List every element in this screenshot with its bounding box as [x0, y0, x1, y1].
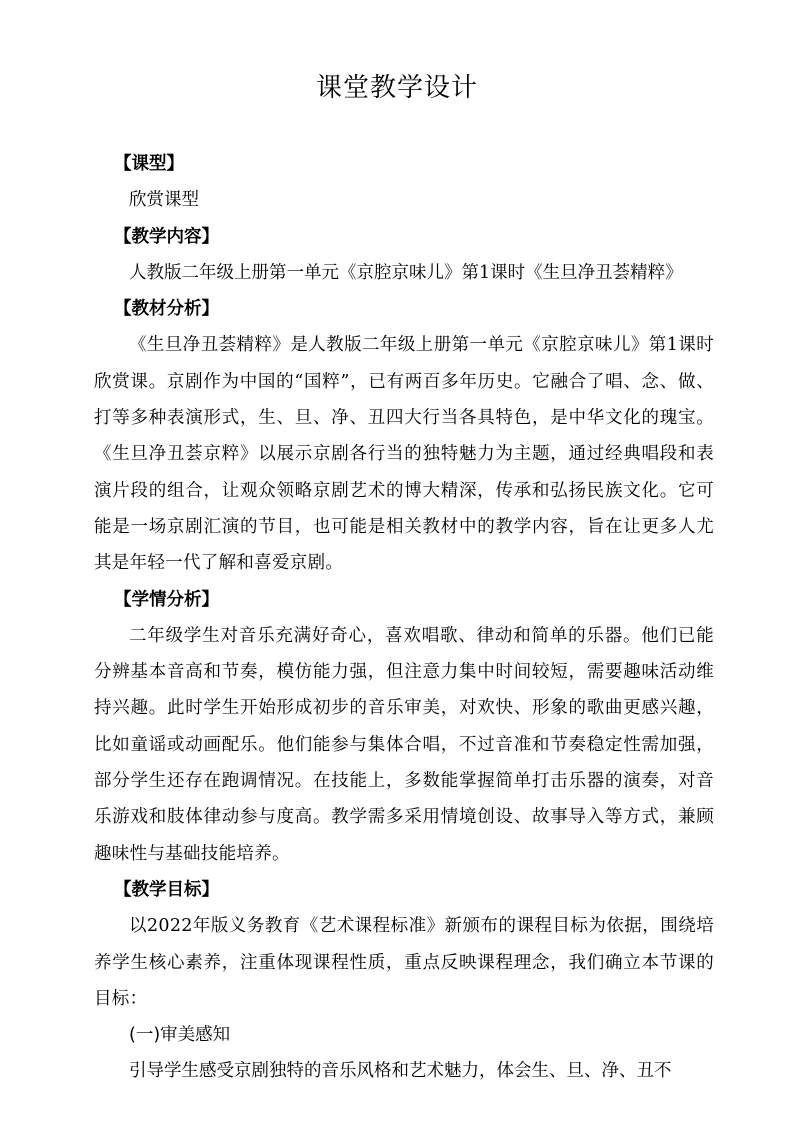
students-paragraph: 二年级学生对音乐充满好奇心，喜欢唱歌、律动和简单的乐器。他们已能分辨基本音高和节奏，模仿能力强，但注意力集中时间较短，需要趣味活动维持兴趣。此时学生开始形成初步的音乐审美，对欢快、形象的歌曲更感兴趣，比如童谣或动画配乐。他们能参与集体合唱，不过音准和节奏稳定性需加强，部分学生还存在跑调情况。在技能上，多数能掌握简单打击乐器的演奏，对音乐游戏和肢体律动参与度高。教学需多采用情境创设、故事导入等方式，兼顾趣味性与基础技能培养。 — [94, 625, 714, 864]
section-heading-course-type: 【课型】 — [114, 154, 184, 174]
aesthetic-text: 引导学生感受京剧独特的音乐风格和艺术魅力，体会生、旦、净、丑不 — [129, 1061, 672, 1082]
material-paragraph: 《生旦净丑荟精粹》是人教版二年级上册第一单元《京腔京味儿》第1课时欣赏课。京剧作为中国的“国粹”，已有两百多年历史。它融合了唱、念、做、打等多种表演形式，生、旦、净、丑四大行当各具特色，是中华文化的瑰宝。《生旦净丑荟京粹》以展示京剧各行当的独特魅力为主题，通过经典唱段和表演片段的组合，让观众领略京剧艺术的博大精深，传承和弘扬民族文化。它可能是一场京剧汇演的节目，也可能是相关教材中的教学内容，旨在让更多人尤其是年轻一代了解和喜爱京剧。 — [94, 335, 714, 574]
section-heading-goals: 【教学目标】 — [114, 879, 219, 900]
section-heading-content: 【教学内容】 — [114, 226, 219, 247]
goals-paragraph: 以2022年版义务教育《艺术课程标准》新颁布的课程目标为依据，围绕培养学生核心素养，注重体现课程性质，重点反映课程理念，我们确立本节课的目标： — [94, 916, 714, 1009]
section-heading-material: 【教材分析】 — [114, 299, 219, 320]
goals-subheading-aesthetic: (一)审美感知 — [129, 1025, 231, 1046]
section-heading-students: 【学情分析】 — [114, 589, 219, 610]
course-type-text: 欣赏课型 — [129, 190, 199, 211]
content-text: 人教版二年级上册第一单元《京腔京味儿》第1课时《生旦净丑荟精粹》 — [129, 262, 683, 283]
document-body — [94, 146, 714, 1090]
page-title: 课堂教学设计 — [315, 73, 478, 103]
